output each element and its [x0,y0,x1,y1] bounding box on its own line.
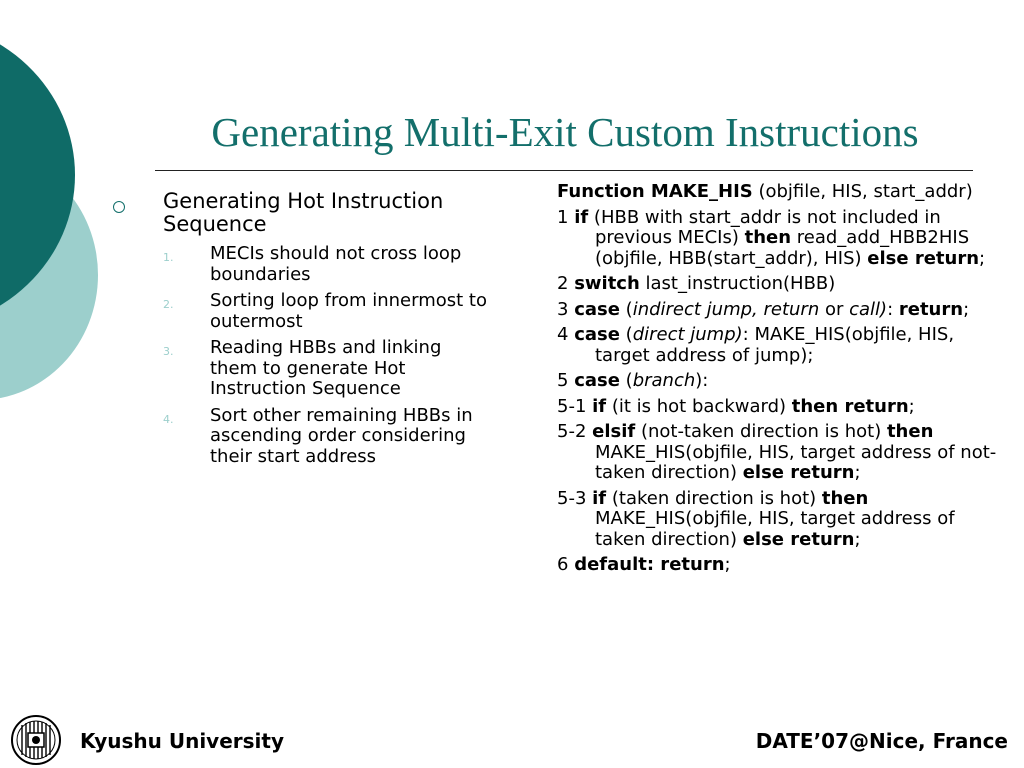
pseudocode-segment: ; [854,462,861,483]
pseudocode-segment: indirect jump, return [632,298,820,320]
list-item [163,244,493,285]
pseudocode-segment: 6 [557,554,575,575]
pseudocode-segment: 1 [557,206,575,228]
pseudocode-line [557,182,1002,203]
pseudocode-line [557,555,1002,576]
pseudocode-segment: 2 [557,273,575,294]
pseudocode-segment: 5-3 [557,487,593,509]
list-item-text: Sort other remaining HBBs in ascending order considering their start address [210,404,473,467]
pseudocode-segment: switch [574,273,640,294]
pseudocode-segment: ; [724,554,731,575]
pseudocode-segment: Function MAKE_HIS [557,181,753,202]
pseudocode-segment: 5-2 [557,421,593,442]
footer-university: Kyushu University [80,729,284,753]
pseudocode-segment: ; [963,298,970,320]
pseudocode-segment: else return [742,528,855,550]
list-item [163,338,493,400]
pseudocode-segment: call) [849,298,888,320]
pseudocode-segment: case [574,298,620,320]
pseudocode-segment: 4 [557,324,575,345]
pseudocode-segment: (HBB with start_addr is not included in previous MECIs) [588,206,941,248]
pseudocode-segment: then [821,487,869,509]
list-item-text: Reading HBBs and linking them to generate Hot Instruction Sequence [210,337,442,399]
list-number: 1. [163,251,174,264]
pseudocode-segment: 5 [557,370,575,391]
pseudocode-segment: (it is hot backward) [606,395,792,417]
pseudocode-segment: 5-1 [557,395,593,417]
pseudocode-segment: then [886,421,934,442]
kyushu-university-emblem-icon [8,713,64,767]
list-item-text: MECIs should not cross loop boundaries [210,243,462,285]
list-item [163,291,493,332]
bullet-text: Generating Hot Instruction Sequence [163,189,444,236]
list-item [163,406,493,468]
pseudocode-line [557,397,1002,418]
list-number: 2. [163,298,174,311]
pseudocode-line [557,489,1002,551]
pseudocode-segment: ( [619,298,633,320]
pseudocode-line [557,371,1002,392]
pseudocode-segment: or [819,298,850,320]
pseudocode-segment: return [898,298,964,320]
pseudocode-line [557,208,1002,270]
pseudocode-segment: 3 [557,298,575,320]
footer-conference: DATE’07@Nice, France [755,729,1008,753]
pseudocode-segment: elsif [592,421,636,442]
pseudocode-segment: (objfile, HIS, start_addr) [752,181,973,202]
pseudocode-segment: MAKE_HIS(objfile, HIS, target address of not-taken direction) [595,441,997,483]
pseudocode-segment: ): [695,370,709,391]
numbered-list [163,244,493,467]
pseudocode-segment: : MAKE_HIS(objfile, HIS, target address of jump); [595,324,955,366]
pseudocode-line [557,274,1002,295]
pseudocode-segment: ; [854,528,861,550]
pseudocode-segment: last_instruction(HBB) [639,273,836,294]
pseudocode-segment: branch [632,370,696,391]
pseudocode-segment: direct jump) [632,324,743,345]
pseudocode-line [557,422,1002,484]
pseudocode-segment: else return [742,462,855,483]
list-item-text: Sorting loop from innermost to outermost [210,290,487,332]
list-number: 3. [163,345,174,358]
algorithm-pseudocode [557,182,1002,581]
pseudocode-segment: default: return [574,554,725,575]
pseudocode-segment: case [574,370,620,391]
pseudocode-segment: if [592,395,607,417]
pseudocode-segment: if [574,206,589,228]
hollow-circle-bullet-icon [113,201,125,213]
pseudocode-segment: if [592,487,607,509]
pseudocode-segment: ( [619,370,633,391]
pseudocode-segment: : [887,298,899,320]
pseudocode-segment: ( [619,324,633,345]
list-number: 4. [163,412,174,426]
pseudocode-segment: (taken direction is hot) [606,487,822,509]
pseudocode-segment: else return [867,247,980,269]
pseudocode-line [557,300,1002,321]
pseudocode-segment: MAKE_HIS(objfile, HIS, target address of taken direction) [595,508,955,550]
pseudocode-segment: then return [791,395,909,417]
left-column [113,190,523,473]
slide-title: Generating Multi-Exit Custom Instructions [211,109,919,155]
pseudocode-segment: case [574,324,620,345]
pseudocode-segment: read_add_HBB2HIS (objfile, HBB(start_addr), HIS) [595,227,970,269]
pseudocode-segment: ; [979,247,986,269]
pseudocode-segment: (not-taken direction is hot) [635,421,887,442]
pseudocode-line [557,325,1002,366]
title-divider [155,170,973,171]
pseudocode-segment: ; [908,395,915,417]
pseudocode-segment: then [744,227,792,248]
